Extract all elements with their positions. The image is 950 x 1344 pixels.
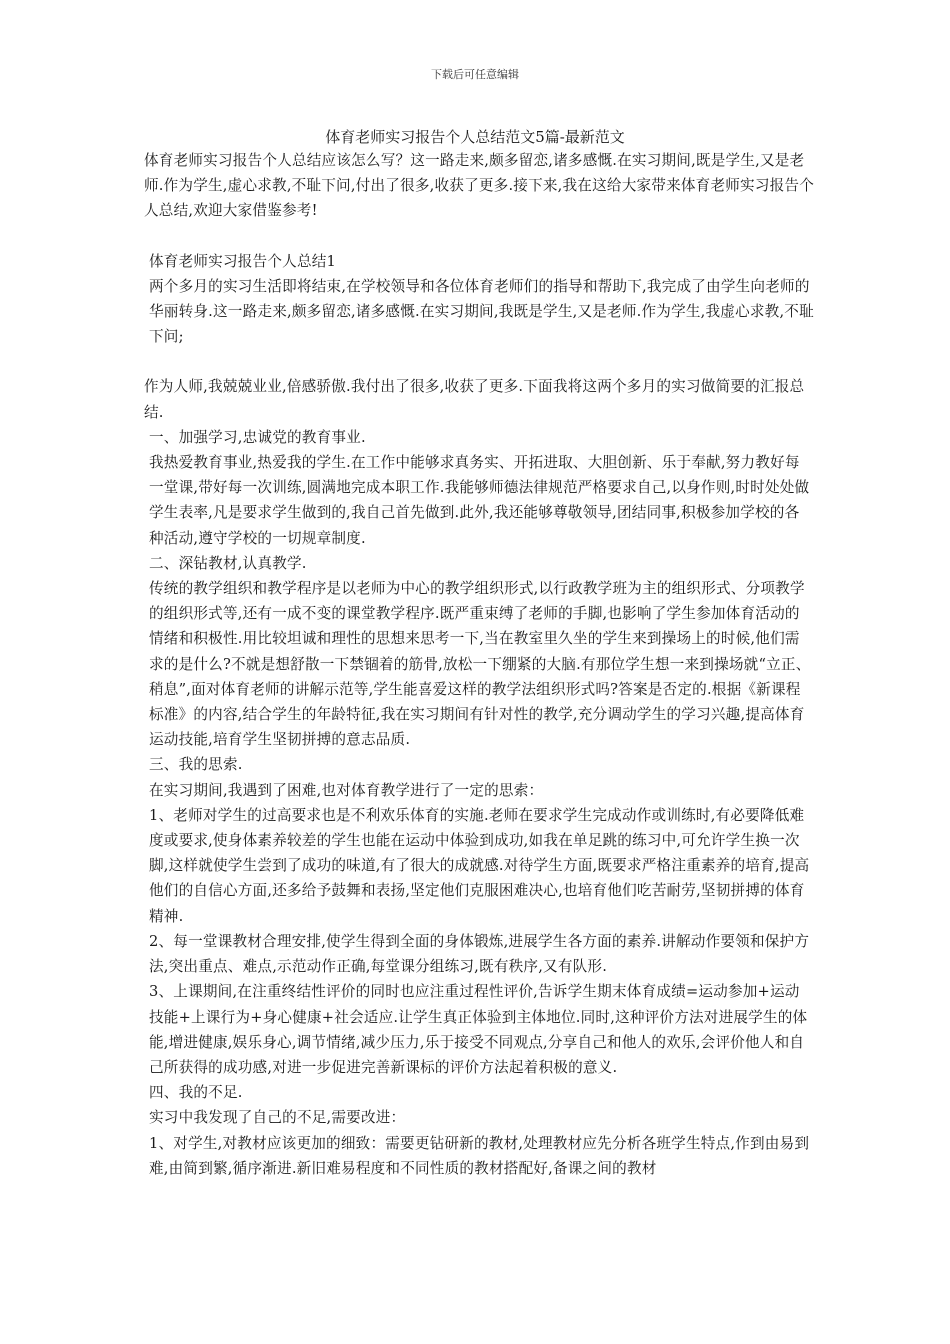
paragraph-heading-4: 实习中我发现了自己的不足,需要改进：: [149, 1109, 406, 1127]
list-item-4: 1、对学生,对教材应该更加的细致：需要更钻研新的教材,处理教材应先分析各班学生特点,作到由易到难,由简到繁,循序渐进.新旧难易程度和不同性质的教材搭配好,备课之间的教材: [149, 1134, 810, 1177]
section-heading: 体育老师实习报告个人总结1: [149, 252, 337, 270]
heading-1: 一、加强学习,忠诚党的教育事业.: [149, 428, 366, 446]
heading-4: 四、我的不足.: [149, 1084, 243, 1102]
paragraph-heading-1: 我热爱教育事业,热爱我的学生.在工作中能够求真务实、开拓进取、大胆创新、乐于奉献,努力教好每一堂课,带好每一次训练,圆满地完成本职工作.我能够师德法律规范严格要求自己,以身作则,时时处处做学生表率,凡是要求学生做到的,我自己首先做到.此外,我还能够尊敬领导,团结同事,积极参加学校的各种活动,遵守学校的一切规章制度.: [149, 454, 810, 547]
list-item-3: 3、上课期间,在注重终结性评价的同时也应注重过程性评价,告诉学生期末体育成绩=运动参加+运动技能+上课行为+身心健康+社会适应.让学生真正体验到主体地位.同时,这种评价方法对进展学生的体能,增进健康,娱乐身心,调节情绪,减少压力,乐于接受不同观点,分享自己和他人的欢乐,会评价他人和自己所获得的成功感,对进一步促进完善新课标的评价方法起着积极的意义.: [149, 983, 808, 1076]
paragraph-heading-3: 在实习期间,我遇到了困难,也对体育教学进行了一定的思索：: [149, 781, 544, 799]
header-note: 下载后可任意编辑: [431, 68, 519, 81]
document-title: 体育老师实习报告个人总结范文5篇-最新范文: [325, 128, 625, 146]
paragraph-2: 作为人师,我兢兢业业,倍感骄傲.我付出了很多,收获了更多.下面我将这两个多月的实习做简要的汇报总结.: [144, 378, 805, 421]
list-item-1: 1、老师对学生的过高要求也是不利欢乐体育的实施.老师在要求学生完成动作或训练时,有必要降低难度或要求,使身体素养较差的学生也能在运动中体验到成功,如我在单足跳的练习中,可允许学生换一次脚,这样就使学生尝到了成功的味道,有了很大的成就感.对待学生方面,既要求严格注重素养的培育,提高他们的自信心方面,还多给予鼓舞和表扬,坚定他们克服困难决心,也培育他们吃苦耐劳,坚韧拼搏的体育精神.: [149, 806, 810, 925]
blank-line: [144, 224, 814, 249]
paragraph-1: 两个多月的实习生活即将结束,在学校领导和各位体育老师们的指导和帮助下,我完成了由学生向老师的华丽转身.这一路走来,颇多留恋,诸多感慨.在实习期间,我既是学生,又是老师.作为学生,我虚心求教,不耻下问;: [149, 277, 814, 346]
intro-paragraph: 体育老师实习报告个人总结应该怎么写？这一路走来,颇多留恋,诸多感慨.在实习期间,既是学生,又是老师.作为学生,虚心求教,不耻下问,付出了很多,收获了更多.接下来,我在这给大家带来体育老师实习报告个人总结,欢迎大家借鉴参考!: [144, 152, 815, 220]
paragraph-heading-2: 传统的教学组织和教学程序是以老师为中心的教学组织形式,以行政教学班为主的组织形式、分项教学的组织形式等,还有一成不变的课堂教学程序.既严重束缚了老师的手脚,也影响了学生参加体育活动的情绪和积极性.用比较坦诚和理性的思想来思考一下,当在教室里久坐的学生来到操场上的时候,他们需求的是什么?不就是想舒散一下禁锢着的筋骨,放松一下绷紧的大脑.有那位学生想一来到操场就“立正、稍息”,面对体育老师的讲解示范等,学生能喜爱这样的教学法组织形式吗?答案是否定的.根据《新课程标准》的内容,结合学生的年龄特征,我在实习期间有针对性的教学,充分调动学生的学习兴趣,提高体育运动技能,培育学生坚韧拼搏的意志品质.: [149, 580, 811, 749]
list-item-2: 2、每一堂课教材合理安排,使学生得到全面的身体锻炼,进展学生各方面的素养.讲解动作要领和保护方法,突出重点、难点,示范动作正确,每堂课分组练习,既有秩序,又有队形.: [149, 932, 810, 976]
heading-3: 三、我的思索.: [149, 756, 243, 774]
blank-line: [144, 349, 814, 374]
heading-2: 二、深钻教材,认真教学.: [149, 554, 307, 572]
document-body: [144, 148, 814, 1181]
